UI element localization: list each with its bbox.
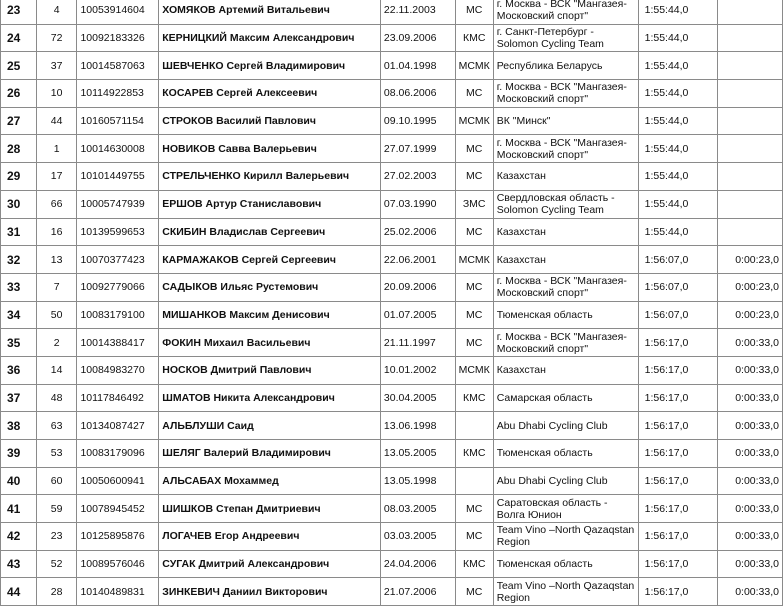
finish-time-cell: 1:55:44,0 [638, 218, 718, 246]
sport-rank-cell: МС [455, 135, 493, 163]
time-gap-cell: 0:00:33,0 [718, 329, 783, 357]
sport-rank-cell: КМС [455, 550, 493, 578]
rider-name-cell: КЕРНИЦКИЙ Максим Александрович [159, 24, 381, 52]
rider-name-cell: ШИШКОВ Степан Дмитриевич [159, 495, 381, 523]
finish-time-cell: 1:56:17,0 [638, 440, 718, 468]
team-cell: Abu Dhabi Cycling Club [493, 412, 638, 440]
sport-rank-cell: ЗМС [455, 190, 493, 218]
table-row [1, 135, 783, 163]
sport-rank-cell [455, 467, 493, 495]
sport-rank-cell: МС [455, 301, 493, 329]
bib-cell: 37 [36, 52, 77, 80]
time-gap-cell [718, 52, 783, 80]
bib-cell: 23 [36, 523, 77, 551]
sport-rank-cell: МС [455, 495, 493, 523]
bib-cell: 14 [36, 356, 77, 384]
team-cell: ВК "Минск" [493, 107, 638, 135]
finish-time-cell: 1:56:17,0 [638, 384, 718, 412]
bib-cell: 4 [36, 0, 77, 24]
finish-time-cell: 1:56:07,0 [638, 301, 718, 329]
uci-id-cell: 10050600941 [77, 467, 159, 495]
birth-date-cell: 08.06.2006 [380, 80, 455, 108]
bib-cell: 66 [36, 190, 77, 218]
birth-date-cell: 01.07.2005 [380, 301, 455, 329]
rider-name-cell: СТРЕЛЬЧЕНКО Кирилл Валерьевич [159, 163, 381, 191]
bib-cell: 10 [36, 80, 77, 108]
bib-cell: 1 [36, 135, 77, 163]
rider-name-cell: ШЕВЧЕНКО Сергей Владимирович [159, 52, 381, 80]
table-row [1, 301, 783, 329]
rider-name-cell: СТРОКОВ Василий Павлович [159, 107, 381, 135]
team-cell: Свердловская область - Solomon Cycling Team [493, 190, 638, 218]
uci-id-cell: 10140489831 [77, 578, 159, 606]
team-cell: Саратовская область - Волга Юнион [493, 495, 638, 523]
finish-time-cell: 1:55:44,0 [638, 80, 718, 108]
table-row [1, 246, 783, 274]
uci-id-cell: 10084983270 [77, 356, 159, 384]
birth-date-cell: 21.11.1997 [380, 329, 455, 357]
birth-date-cell: 25.02.2006 [380, 218, 455, 246]
bib-cell: 17 [36, 163, 77, 191]
birth-date-cell: 10.01.2002 [380, 356, 455, 384]
finish-time-cell: 1:56:17,0 [638, 329, 718, 357]
finish-time-cell: 1:56:07,0 [638, 273, 718, 301]
bib-cell: 44 [36, 107, 77, 135]
birth-date-cell: 30.04.2005 [380, 384, 455, 412]
uci-id-cell: 10005747939 [77, 190, 159, 218]
rider-name-cell: ФОКИН Михаил Васильевич [159, 329, 381, 357]
place-cell: 35 [1, 329, 37, 357]
table-row [1, 412, 783, 440]
time-gap-cell [718, 218, 783, 246]
rider-name-cell: АЛЬБЛУШИ Саид [159, 412, 381, 440]
place-cell: 41 [1, 495, 37, 523]
place-cell: 30 [1, 190, 37, 218]
team-cell: г. Москва - ВСК "Мангазея-Московский спорт" [493, 135, 638, 163]
time-gap-cell: 0:00:23,0 [718, 273, 783, 301]
bib-cell: 48 [36, 384, 77, 412]
birth-date-cell: 09.10.1995 [380, 107, 455, 135]
place-cell: 32 [1, 246, 37, 274]
team-cell: г. Санкт-Петербург - Solomon Cycling Team [493, 24, 638, 52]
team-cell: Team Vino –North Qazaqstan Region [493, 523, 638, 551]
finish-time-cell: 1:56:17,0 [638, 578, 718, 606]
sport-rank-cell: МС [455, 0, 493, 24]
rider-name-cell: ШЕЛЯГ Валерий Владимирович [159, 440, 381, 468]
uci-id-cell: 10083179096 [77, 440, 159, 468]
finish-time-cell: 1:56:17,0 [638, 467, 718, 495]
sport-rank-cell: МСМК [455, 52, 493, 80]
sport-rank-cell: МС [455, 578, 493, 606]
time-gap-cell: 0:00:23,0 [718, 246, 783, 274]
uci-id-cell: 10125895876 [77, 523, 159, 551]
team-cell: Самарская область [493, 384, 638, 412]
time-gap-cell: 0:00:33,0 [718, 356, 783, 384]
time-gap-cell [718, 107, 783, 135]
time-gap-cell: 0:00:33,0 [718, 550, 783, 578]
rider-name-cell: НОСКОВ Дмитрий Павлович [159, 356, 381, 384]
place-cell: 43 [1, 550, 37, 578]
rider-name-cell: ШМАТОВ Никита Александрович [159, 384, 381, 412]
time-gap-cell: 0:00:33,0 [718, 412, 783, 440]
uci-id-cell: 10114922853 [77, 80, 159, 108]
finish-time-cell: 1:55:44,0 [638, 190, 718, 218]
sport-rank-cell: КМС [455, 24, 493, 52]
uci-id-cell: 10092183326 [77, 24, 159, 52]
team-cell: Тюменская область [493, 440, 638, 468]
rider-name-cell: СКИБИН Владислав Сергеевич [159, 218, 381, 246]
rider-name-cell: КОСАРЕВ Сергей Алексеевич [159, 80, 381, 108]
finish-time-cell: 1:55:44,0 [638, 24, 718, 52]
birth-date-cell: 07.03.1990 [380, 190, 455, 218]
time-gap-cell: 0:00:33,0 [718, 523, 783, 551]
finish-time-cell: 1:56:17,0 [638, 356, 718, 384]
place-cell: 36 [1, 356, 37, 384]
uci-id-cell: 10014388417 [77, 329, 159, 357]
birth-date-cell: 27.07.1999 [380, 135, 455, 163]
team-cell: г. Москва - ВСК "Мангазея-Московский спорт" [493, 0, 638, 24]
birth-date-cell: 13.06.1998 [380, 412, 455, 440]
time-gap-cell [718, 80, 783, 108]
place-cell: 24 [1, 24, 37, 52]
place-cell: 34 [1, 301, 37, 329]
time-gap-cell: 0:00:33,0 [718, 495, 783, 523]
team-cell: Team Vino –North Qazaqstan Region [493, 578, 638, 606]
time-gap-cell [718, 190, 783, 218]
birth-date-cell: 22.06.2001 [380, 246, 455, 274]
finish-time-cell: 1:56:17,0 [638, 523, 718, 551]
uci-id-cell: 10053914604 [77, 0, 159, 24]
team-cell: Казахстан [493, 356, 638, 384]
sport-rank-cell: КМС [455, 384, 493, 412]
time-gap-cell [718, 163, 783, 191]
time-gap-cell: 0:00:33,0 [718, 384, 783, 412]
place-cell: 29 [1, 163, 37, 191]
time-gap-cell: 0:00:33,0 [718, 440, 783, 468]
bib-cell: 16 [36, 218, 77, 246]
team-cell: Казахстан [493, 218, 638, 246]
place-cell: 25 [1, 52, 37, 80]
place-cell: 31 [1, 218, 37, 246]
place-cell: 23 [1, 0, 37, 24]
birth-date-cell: 01.04.1998 [380, 52, 455, 80]
table-row [1, 273, 783, 301]
finish-time-cell: 1:56:17,0 [638, 550, 718, 578]
bib-cell: 60 [36, 467, 77, 495]
place-cell: 27 [1, 107, 37, 135]
team-cell: Казахстан [493, 246, 638, 274]
finish-time-cell: 1:56:17,0 [638, 495, 718, 523]
table-row [1, 52, 783, 80]
birth-date-cell: 13.05.1998 [380, 467, 455, 495]
table-row [1, 80, 783, 108]
birth-date-cell: 08.03.2005 [380, 495, 455, 523]
team-cell: г. Москва - ВСК "Мангазея-Московский спорт" [493, 80, 638, 108]
finish-time-cell: 1:56:07,0 [638, 246, 718, 274]
table-row [1, 440, 783, 468]
place-cell: 39 [1, 440, 37, 468]
sport-rank-cell: МС [455, 80, 493, 108]
finish-time-cell: 1:55:44,0 [638, 135, 718, 163]
uci-id-cell: 10117846492 [77, 384, 159, 412]
uci-id-cell: 10083179100 [77, 301, 159, 329]
time-gap-cell [718, 0, 783, 24]
bib-cell: 7 [36, 273, 77, 301]
birth-date-cell: 24.04.2006 [380, 550, 455, 578]
team-cell: Республика Беларусь [493, 52, 638, 80]
bib-cell: 13 [36, 246, 77, 274]
bib-cell: 63 [36, 412, 77, 440]
team-cell: Казахстан [493, 163, 638, 191]
sport-rank-cell: МСМК [455, 356, 493, 384]
bib-cell: 50 [36, 301, 77, 329]
uci-id-cell: 10101449755 [77, 163, 159, 191]
rider-name-cell: НОВИКОВ Савва Валерьевич [159, 135, 381, 163]
rider-name-cell: СУГАК Дмитрий Александрович [159, 550, 381, 578]
rider-name-cell: ЗИНКЕВИЧ Даниил Викторович [159, 578, 381, 606]
time-gap-cell [718, 135, 783, 163]
rider-name-cell: САДЫКОВ Ильяс Рустемович [159, 273, 381, 301]
sport-rank-cell: МС [455, 163, 493, 191]
sport-rank-cell: МС [455, 273, 493, 301]
time-gap-cell: 0:00:33,0 [718, 578, 783, 606]
place-cell: 40 [1, 467, 37, 495]
table-row [1, 384, 783, 412]
rider-name-cell: ЛОГАЧЕВ Егор Андреевич [159, 523, 381, 551]
birth-date-cell: 22.11.2003 [380, 0, 455, 24]
sport-rank-cell: МС [455, 218, 493, 246]
finish-time-cell: 1:55:44,0 [638, 107, 718, 135]
table-row [1, 356, 783, 384]
time-gap-cell: 0:00:23,0 [718, 301, 783, 329]
rider-name-cell: ЕРШОВ Артур Станиславович [159, 190, 381, 218]
place-cell: 37 [1, 384, 37, 412]
rider-name-cell: КАРМАЖАКОВ Сергей Сергеевич [159, 246, 381, 274]
team-cell: Abu Dhabi Cycling Club [493, 467, 638, 495]
sport-rank-cell: МСМК [455, 246, 493, 274]
rider-name-cell: ХОМЯКОВ Артемий Витальевич [159, 0, 381, 24]
table-row [1, 467, 783, 495]
bib-cell: 52 [36, 550, 77, 578]
uci-id-cell: 10160571154 [77, 107, 159, 135]
uci-id-cell: 10070377423 [77, 246, 159, 274]
sport-rank-cell: МСМК [455, 107, 493, 135]
birth-date-cell: 23.09.2006 [380, 24, 455, 52]
finish-time-cell: 1:56:17,0 [638, 412, 718, 440]
birth-date-cell: 21.07.2006 [380, 578, 455, 606]
birth-date-cell: 03.03.2005 [380, 523, 455, 551]
team-cell: г. Москва - ВСК "Мангазея-Московский спорт" [493, 273, 638, 301]
results-rows [1, 0, 783, 606]
uci-id-cell: 10014587063 [77, 52, 159, 80]
bib-cell: 28 [36, 578, 77, 606]
bib-cell: 59 [36, 495, 77, 523]
birth-date-cell: 20.09.2006 [380, 273, 455, 301]
sport-rank-cell: МС [455, 329, 493, 357]
team-cell: Тюменская область [493, 301, 638, 329]
uci-id-cell: 10014630008 [77, 135, 159, 163]
table-row [1, 495, 783, 523]
table-row [1, 24, 783, 52]
place-cell: 33 [1, 273, 37, 301]
birth-date-cell: 27.02.2003 [380, 163, 455, 191]
table-row [1, 0, 783, 24]
uci-id-cell: 10092779066 [77, 273, 159, 301]
team-cell: Тюменская область [493, 550, 638, 578]
time-gap-cell [718, 24, 783, 52]
time-gap-cell: 0:00:33,0 [718, 467, 783, 495]
place-cell: 26 [1, 80, 37, 108]
table-row [1, 550, 783, 578]
uci-id-cell: 10139599653 [77, 218, 159, 246]
place-cell: 28 [1, 135, 37, 163]
table-row [1, 578, 783, 606]
sport-rank-cell: КМС [455, 440, 493, 468]
uci-id-cell: 10134087427 [77, 412, 159, 440]
table-row [1, 163, 783, 191]
sport-rank-cell: МС [455, 523, 493, 551]
place-cell: 38 [1, 412, 37, 440]
finish-time-cell: 1:55:44,0 [638, 0, 718, 24]
sport-rank-cell [455, 412, 493, 440]
bib-cell: 72 [36, 24, 77, 52]
team-cell: г. Москва - ВСК "Мангазея-Московский спорт" [493, 329, 638, 357]
uci-id-cell: 10078945452 [77, 495, 159, 523]
rider-name-cell: МИШАНКОВ Максим Денисович [159, 301, 381, 329]
bib-cell: 2 [36, 329, 77, 357]
table-row [1, 190, 783, 218]
table-row [1, 523, 783, 551]
finish-time-cell: 1:55:44,0 [638, 52, 718, 80]
table-row [1, 218, 783, 246]
bib-cell: 53 [36, 440, 77, 468]
place-cell: 42 [1, 523, 37, 551]
uci-id-cell: 10089576046 [77, 550, 159, 578]
table-row [1, 329, 783, 357]
birth-date-cell: 13.05.2005 [380, 440, 455, 468]
rider-name-cell: АЛЬСАБАХ Мохаммед [159, 467, 381, 495]
place-cell: 44 [1, 578, 37, 606]
finish-time-cell: 1:55:44,0 [638, 163, 718, 191]
table-row [1, 107, 783, 135]
